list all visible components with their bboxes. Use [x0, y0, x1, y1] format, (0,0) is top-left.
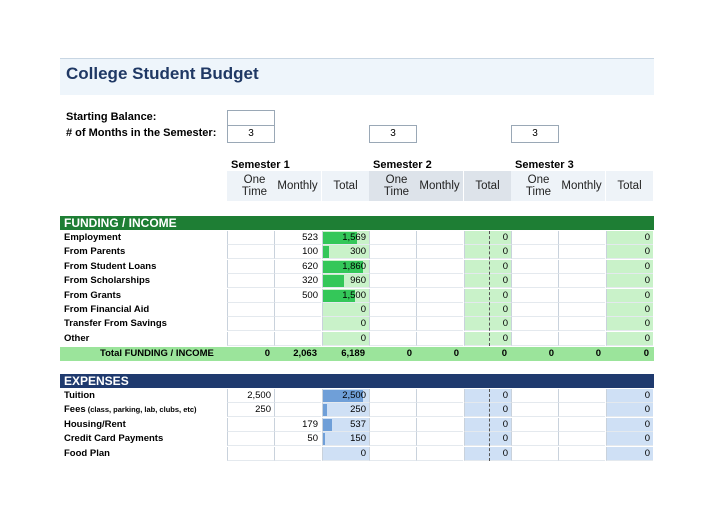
expense-cell-value: 2,500 [247, 390, 271, 401]
funding-row [60, 317, 654, 331]
funding-cell-s3-one-time[interactable] [511, 274, 558, 288]
funding-cell-s1-monthly[interactable] [274, 303, 321, 317]
expense-cell-value: 0 [644, 418, 650, 430]
expense-cell-s1-one-time[interactable] [227, 403, 274, 417]
funding-cell-s3-monthly[interactable] [558, 332, 605, 346]
expense-cell-s1-one-time[interactable] [227, 447, 274, 461]
funding-cell-value: 1,860 [342, 260, 366, 272]
funding-cell-s3-one-time[interactable] [511, 231, 558, 245]
funding-cell-s1-one-time[interactable] [227, 317, 274, 331]
funding-cell-s3-total [606, 260, 653, 274]
funding-cell-s2-total [464, 289, 511, 303]
expense-cell-value: 150 [350, 433, 366, 445]
funding-cell-value: 0 [502, 304, 508, 315]
funding-cell-s1-monthly[interactable] [274, 231, 321, 245]
expense-row [60, 403, 654, 417]
months-input-sem3[interactable]: 3 [511, 125, 559, 143]
expense-cell-s2-monthly[interactable] [416, 418, 463, 432]
funding-row-label [64, 290, 121, 301]
expense-cell-s1-total [322, 403, 369, 417]
col-header-s3-total: Total [606, 171, 653, 201]
funding-cell-s2-one-time[interactable] [369, 289, 416, 303]
expense-data-bar [323, 419, 332, 431]
semester-1-header: Semester 1 [231, 159, 290, 171]
funding-cell-value: 0 [644, 275, 650, 287]
expense-cell-s1-one-time[interactable] [227, 418, 274, 432]
expense-cell-s2-one-time[interactable] [369, 403, 416, 417]
expense-cell-s1-total [322, 432, 369, 446]
funding-cell-s3-total [606, 317, 653, 331]
expense-row-label-text: Tuition [64, 390, 95, 401]
expense-cell-s3-one-time[interactable] [511, 418, 558, 432]
expense-cell-s2-monthly[interactable] [416, 389, 463, 403]
expense-cell-s2-one-time[interactable] [369, 418, 416, 432]
funding-row [60, 274, 654, 288]
semester-2-header: Semester 2 [373, 159, 432, 171]
funding-cell-value: 0 [360, 318, 366, 330]
expense-row-label-text: Credit Card Payments [64, 433, 164, 445]
funding-cell-s1-total [322, 303, 369, 317]
funding-cell-s3-one-time[interactable] [511, 260, 558, 274]
funding-row-label-text: Employment [64, 232, 122, 243]
funding-cell-s3-monthly[interactable] [558, 289, 605, 303]
col-header-s2-monthly: Monthly [416, 171, 463, 201]
funding-cell-s3-one-time[interactable] [511, 303, 558, 317]
expense-cell-s1-one-time[interactable] [227, 432, 274, 446]
funding-cell-s3-total [606, 332, 653, 346]
funding-row-label-text: From Grants [64, 289, 122, 301]
funding-total-s1-monthly: 2,063 [293, 348, 317, 359]
expense-cell-value: 0 [644, 390, 650, 401]
funding-row-label [64, 246, 125, 257]
funding-cell-value: 0 [502, 260, 508, 272]
expense-cell-value: 0 [502, 390, 508, 401]
funding-row [60, 260, 654, 274]
expense-cell-s3-one-time[interactable] [511, 447, 558, 461]
expense-cell-s2-monthly[interactable] [416, 447, 463, 461]
col-header-s1-total: Total [322, 171, 369, 201]
expense-cell-s3-total [606, 418, 653, 432]
expense-row [60, 432, 654, 446]
funding-row [60, 332, 654, 346]
funding-cell-s3-total [606, 289, 653, 303]
expense-cell-s2-total [464, 447, 511, 461]
funding-row-label [64, 275, 150, 286]
funding-cell-s3-one-time[interactable] [511, 317, 558, 331]
expense-cell-s2-one-time[interactable] [369, 389, 416, 403]
funding-row [60, 289, 654, 303]
funding-cell-s1-monthly[interactable] [274, 245, 321, 259]
funding-cell-s3-total [606, 274, 653, 288]
funding-total-s3-monthly: 0 [595, 348, 601, 359]
column-divider [489, 389, 490, 461]
funding-cell-value: 0 [502, 232, 508, 243]
funding-cell-s1-monthly[interactable] [274, 289, 321, 303]
expense-row-label [64, 419, 126, 430]
funding-cell-value: 0 [360, 304, 366, 315]
expense-data-bar [323, 433, 325, 445]
funding-cell-s1-monthly[interactable] [274, 274, 321, 288]
funding-cell-s1-total [322, 317, 369, 331]
funding-cell-s1-one-time[interactable] [227, 289, 274, 303]
funding-row-label-text: Transfer From Savings [64, 318, 167, 330]
expense-cell-value: 179 [302, 418, 318, 430]
expense-cell-s3-monthly[interactable] [558, 418, 605, 432]
expense-row-label-text: Fees [64, 404, 86, 416]
col-header-s2-total: Total [464, 171, 511, 201]
funding-cell-s1-total [322, 332, 369, 346]
funding-cell-value: 0 [502, 318, 508, 330]
expense-cell-value: 0 [644, 404, 650, 416]
months-label: # of Months in the Semester: [66, 127, 217, 139]
funding-cell-value: 523 [302, 232, 318, 243]
funding-cell-s1-total [322, 289, 369, 303]
expense-cell-s3-one-time[interactable] [511, 403, 558, 417]
expense-row [60, 447, 654, 461]
funding-cell-s3-total [606, 231, 653, 245]
funding-total-s2-one-time: 0 [406, 348, 412, 359]
funding-cell-s3-monthly[interactable] [558, 260, 605, 274]
funding-row-label-text: Other [64, 332, 90, 344]
expense-row-label-text: Food Plan [64, 447, 110, 459]
expense-cell-value: 0 [502, 404, 508, 416]
funding-row-label [64, 261, 156, 272]
title-bar [60, 58, 654, 95]
expense-cell-value: 250 [255, 404, 271, 416]
funding-cell-value: 0 [502, 246, 508, 258]
funding-cell-s3-total [606, 303, 653, 317]
funding-cell-value: 1,500 [342, 289, 366, 301]
funding-row-label-text: From Parents [64, 246, 126, 258]
col-header-s1-monthly: Monthly [274, 171, 321, 201]
funding-cell-value: 0 [360, 332, 366, 344]
funding-row-label [64, 232, 121, 243]
funding-cell-s3-monthly[interactable] [558, 317, 605, 331]
expense-cell-value: 0 [502, 447, 508, 459]
expense-row [60, 418, 654, 432]
funding-cell-s1-one-time[interactable] [227, 303, 274, 317]
funding-row-label-text: From Student Loans [64, 260, 157, 272]
expense-cell-s3-total [606, 403, 653, 417]
col-header-s1-one-time: One Time [227, 171, 282, 201]
funding-cell-s3-monthly[interactable] [558, 245, 605, 259]
funding-cell-value: 0 [644, 246, 650, 258]
funding-cell-value: 0 [502, 332, 508, 344]
funding-cell-s2-one-time[interactable] [369, 317, 416, 331]
expense-cell-s2-monthly[interactable] [416, 403, 463, 417]
funding-cell-s2-one-time[interactable] [369, 231, 416, 245]
funding-total-s2-total: 0 [501, 348, 507, 359]
expense-cell-s1-monthly[interactable] [274, 389, 321, 403]
funding-data-bar [323, 246, 329, 258]
funding-cell-value: 0 [644, 304, 650, 315]
funding-row-label-text: From Financial Aid [64, 304, 150, 315]
expense-row-label-text: Housing/Rent [64, 418, 126, 430]
funding-row-label [64, 304, 149, 315]
funding-cell-s1-one-time[interactable] [227, 231, 274, 245]
expense-row-label [64, 404, 197, 415]
funding-cell-s1-one-time[interactable] [227, 245, 274, 259]
expense-cell-s2-total [464, 432, 511, 446]
funding-row-label-text: From Scholarships [64, 275, 151, 287]
funding-cell-s1-total [322, 231, 369, 245]
funding-cell-s2-total [464, 332, 511, 346]
months-input-sem1[interactable]: 3 [227, 125, 275, 143]
expense-cell-s3-total [606, 432, 653, 446]
funding-row-label [64, 318, 167, 329]
funding-cell-s3-one-time[interactable] [511, 289, 558, 303]
funding-cell-value: 0 [644, 318, 650, 330]
funding-cell-s2-total [464, 317, 511, 331]
expense-data-bar [323, 404, 327, 416]
funding-cell-value: 500 [302, 289, 318, 301]
months-input-sem2[interactable]: 3 [369, 125, 417, 143]
funding-total-row [60, 347, 654, 361]
funding-cell-s2-total [464, 231, 511, 245]
funding-cell-s3-total [606, 245, 653, 259]
funding-cell-s2-total [464, 303, 511, 317]
expense-cell-s2-monthly[interactable] [416, 432, 463, 446]
funding-cell-s1-total [322, 260, 369, 274]
funding-cell-s2-one-time[interactable] [369, 274, 416, 288]
funding-cell-s2-one-time[interactable] [369, 332, 416, 346]
semester-3-header: Semester 3 [515, 159, 574, 171]
expense-cell-value: 0 [644, 447, 650, 459]
expense-cell-s2-one-time[interactable] [369, 432, 416, 446]
funding-cell-s2-total [464, 245, 511, 259]
budget-sheet [60, 58, 654, 462]
expense-cell-value: 0 [502, 433, 508, 445]
expense-cell-s2-total [464, 403, 511, 417]
funding-data-bar [323, 275, 344, 287]
funding-cell-s1-one-time[interactable] [227, 274, 274, 288]
funding-total-s1-one-time: 0 [264, 348, 270, 359]
funding-cell-s3-monthly[interactable] [558, 231, 605, 245]
expense-cell-s2-total [464, 418, 511, 432]
funding-cell-s2-one-time[interactable] [369, 260, 416, 274]
funding-cell-s2-monthly[interactable] [416, 231, 463, 245]
funding-cell-value: 0 [644, 332, 650, 344]
expense-cell-s3-total [606, 447, 653, 461]
funding-cell-s3-one-time[interactable] [511, 332, 558, 346]
funding-cell-s2-total [464, 274, 511, 288]
funding-header: FUNDING / INCOME [60, 216, 654, 230]
funding-cell-value: 0 [502, 289, 508, 301]
expense-cell-s1-total [322, 418, 369, 432]
funding-cell-s1-total [322, 274, 369, 288]
funding-cell-s3-monthly[interactable] [558, 303, 605, 317]
expenses-header: EXPENSES [60, 374, 654, 388]
expense-cell-s2-total [464, 389, 511, 403]
funding-cell-s1-one-time[interactable] [227, 332, 274, 346]
expense-cell-s1-monthly[interactable] [274, 418, 321, 432]
funding-row-label [64, 333, 89, 344]
expense-cell-value: 0 [502, 418, 508, 430]
col-header-s3-one-time: One Time [511, 171, 566, 201]
funding-cell-s2-monthly[interactable] [416, 332, 463, 346]
expense-cell-s3-monthly[interactable] [558, 432, 605, 446]
expense-cell-s1-monthly[interactable] [274, 432, 321, 446]
funding-cell-s1-monthly[interactable] [274, 317, 321, 331]
expense-cell-value: 250 [350, 404, 366, 416]
expense-cell-value: 0 [360, 447, 366, 459]
funding-cell-value: 0 [644, 260, 650, 272]
expense-cell-value: 0 [644, 433, 650, 445]
funding-cell-value: 620 [302, 260, 318, 272]
funding-total-label: Total FUNDING / INCOME [100, 348, 214, 359]
expense-cell-s3-total [606, 389, 653, 403]
funding-cell-value: 960 [350, 275, 366, 287]
funding-total-s2-monthly: 0 [453, 348, 459, 359]
expense-cell-value: 50 [307, 433, 318, 445]
funding-cell-value: 300 [350, 246, 366, 258]
column-divider [489, 231, 490, 346]
funding-cell-s2-monthly[interactable] [416, 317, 463, 331]
expense-cell-s2-one-time[interactable] [369, 447, 416, 461]
expense-cell-s3-one-time[interactable] [511, 389, 558, 403]
expense-row-label [64, 433, 163, 444]
funding-row [60, 245, 654, 259]
funding-cell-value: 0 [644, 289, 650, 301]
expense-cell-s3-monthly[interactable] [558, 389, 605, 403]
expense-cell-s3-monthly[interactable] [558, 447, 605, 461]
funding-cell-s2-monthly[interactable] [416, 245, 463, 259]
funding-cell-s1-monthly[interactable] [274, 260, 321, 274]
funding-cell-s2-monthly[interactable] [416, 260, 463, 274]
funding-cell-s2-monthly[interactable] [416, 303, 463, 317]
funding-total-s3-total: 0 [643, 348, 649, 359]
expense-row-label-note: (class, parking, lab, clubs, etc) [85, 405, 197, 415]
expense-cell-s3-one-time[interactable] [511, 432, 558, 446]
funding-cell-s2-one-time[interactable] [369, 303, 416, 317]
funding-cell-value: 1,569 [342, 232, 366, 243]
expense-cell-s1-one-time[interactable] [227, 389, 274, 403]
expense-cell-value: 2,500 [342, 390, 366, 401]
funding-row [60, 231, 654, 245]
expense-cell-value: 537 [350, 418, 366, 430]
col-header-s2-one-time: One Time [369, 171, 424, 201]
funding-cell-s2-monthly[interactable] [416, 274, 463, 288]
starting-balance-label: Starting Balance: [66, 111, 157, 123]
funding-cell-s2-monthly[interactable] [416, 289, 463, 303]
funding-cell-value: 320 [302, 275, 318, 287]
expense-row [60, 389, 654, 403]
expense-cell-s3-monthly[interactable] [558, 403, 605, 417]
expense-cell-s1-monthly[interactable] [274, 447, 321, 461]
funding-cell-s3-monthly[interactable] [558, 274, 605, 288]
funding-cell-s2-one-time[interactable] [369, 245, 416, 259]
funding-cell-s1-monthly[interactable] [274, 332, 321, 346]
expense-row-label [64, 448, 110, 459]
expense-cell-s1-total [322, 447, 369, 461]
funding-cell-s3-one-time[interactable] [511, 245, 558, 259]
funding-cell-s2-total [464, 260, 511, 274]
expense-cell-s1-monthly[interactable] [274, 403, 321, 417]
expense-row-label [64, 390, 95, 401]
funding-cell-s1-total [322, 245, 369, 259]
col-header-s3-monthly: Monthly [558, 171, 605, 201]
funding-total-s1-total: 6,189 [341, 348, 365, 359]
funding-total-s3-one-time: 0 [548, 348, 554, 359]
funding-cell-value: 100 [302, 246, 318, 258]
funding-row [60, 303, 654, 317]
funding-cell-s1-one-time[interactable] [227, 260, 274, 274]
page-title: College Student Budget [66, 64, 259, 83]
funding-cell-value: 0 [644, 232, 650, 243]
funding-cell-value: 0 [502, 275, 508, 287]
expense-cell-s1-total [322, 389, 369, 403]
